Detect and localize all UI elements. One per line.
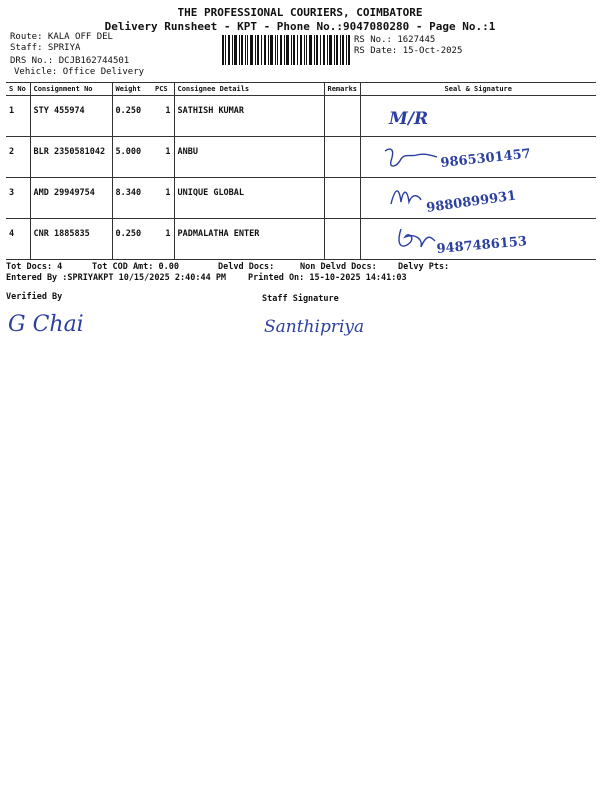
handwritten-signature bbox=[361, 137, 597, 177]
cell-weight: 0.250 bbox=[112, 219, 152, 260]
rs-number: RS No.: 1627445 bbox=[354, 35, 436, 45]
staff-signature-label: Staff Signature bbox=[262, 294, 339, 304]
staff-signature bbox=[262, 308, 402, 344]
cell-sno: 1 bbox=[6, 96, 30, 137]
runsheet-table bbox=[6, 82, 596, 260]
cell-signature bbox=[360, 137, 596, 178]
signature-text: 9487486153 bbox=[435, 234, 527, 257]
cell-remarks bbox=[324, 96, 360, 137]
printed-on: Printed On: 15-10-2025 14:41:03 bbox=[248, 273, 407, 283]
cell-pcs: 1 bbox=[152, 96, 174, 137]
col-sno: S No bbox=[6, 83, 30, 96]
vehicle-label: Vehicle: Office Delivery bbox=[14, 67, 145, 77]
cell-pcs: 1 bbox=[152, 178, 174, 219]
col-signature: Seal & Signature bbox=[360, 83, 596, 96]
cell-signature bbox=[360, 178, 596, 219]
verified-by-label: Verified By bbox=[6, 292, 63, 302]
table-row bbox=[6, 219, 596, 260]
handwritten-signature bbox=[361, 178, 597, 218]
cell-remarks bbox=[324, 219, 360, 260]
cell-signature bbox=[360, 219, 596, 260]
col-remarks: Remarks bbox=[324, 83, 360, 96]
table-header-row bbox=[6, 83, 596, 96]
verifier-signature-text: G Chai bbox=[8, 312, 84, 337]
cell-weight: 0.250 bbox=[112, 96, 152, 137]
barcode-image bbox=[222, 35, 350, 65]
total-docs: Tot Docs: 4 bbox=[6, 262, 63, 272]
cell-consignment: STY 455974 bbox=[30, 96, 112, 137]
cell-signature bbox=[360, 96, 596, 137]
route-label: Route: KALA OFF DEL bbox=[10, 32, 113, 42]
signature-text: 9865301457 bbox=[439, 146, 531, 171]
col-consignment: Consignment No bbox=[30, 83, 112, 96]
handwritten-signature bbox=[361, 219, 597, 259]
col-pcs: PCS bbox=[152, 83, 174, 96]
cell-consignment: BLR 2350581042 bbox=[30, 137, 112, 178]
cell-consignment: CNR 1885835 bbox=[30, 219, 112, 260]
cell-remarks bbox=[324, 178, 360, 219]
table-row bbox=[6, 137, 596, 178]
table-row bbox=[6, 178, 596, 219]
rs-date: RS Date: 15-Oct-2025 bbox=[354, 46, 463, 56]
drs-number: DRS No.: DCJB162744501 bbox=[10, 56, 130, 66]
cell-consignee: UNIQUE GLOBAL bbox=[174, 178, 324, 219]
cell-sno: 2 bbox=[6, 137, 30, 178]
cell-weight: 8.340 bbox=[112, 178, 152, 219]
cell-consignee: SATHISH KUMAR bbox=[174, 96, 324, 137]
total-cod-amount: Tot COD Amt: 0.00 bbox=[92, 262, 179, 272]
entered-by: Entered By :SPRIYAKPT 10/15/2025 2:40:44 PM bbox=[6, 273, 227, 283]
cell-pcs: 1 bbox=[152, 137, 174, 178]
delivery-points: Delvy Pts: bbox=[398, 262, 450, 272]
delivered-docs: Delvd Docs: bbox=[218, 262, 275, 272]
col-consignee: Consignee Details bbox=[174, 83, 324, 96]
company-title: THE PROFESSIONAL COURIERS, COIMBATORE bbox=[177, 6, 423, 19]
verifier-signature bbox=[4, 305, 124, 341]
staff-signature-text: Santhipriya bbox=[264, 317, 365, 337]
cell-pcs: 1 bbox=[152, 219, 174, 260]
cell-weight: 5.000 bbox=[112, 137, 152, 178]
cell-consignment: AMD 29949754 bbox=[30, 178, 112, 219]
cell-sno: 4 bbox=[6, 219, 30, 260]
col-weight: Weight bbox=[112, 83, 152, 96]
cell-consignee: PADMALATHA ENTER bbox=[174, 219, 324, 260]
signature-text: 9880899931 bbox=[424, 188, 517, 216]
cell-remarks bbox=[324, 137, 360, 178]
handwritten-signature bbox=[361, 96, 597, 136]
cell-sno: 3 bbox=[6, 178, 30, 219]
runsheet-subtitle: Delivery Runsheet - KPT - Phone No.:9047080280 - Page No.:1 bbox=[104, 20, 496, 33]
staff-label: Staff: SPRIYA bbox=[10, 43, 81, 53]
cell-consignee: ANBU bbox=[174, 137, 324, 178]
signature-text: M/R bbox=[388, 109, 428, 129]
table-row bbox=[6, 96, 596, 137]
non-delivered-docs: Non Delvd Docs: bbox=[300, 262, 377, 272]
